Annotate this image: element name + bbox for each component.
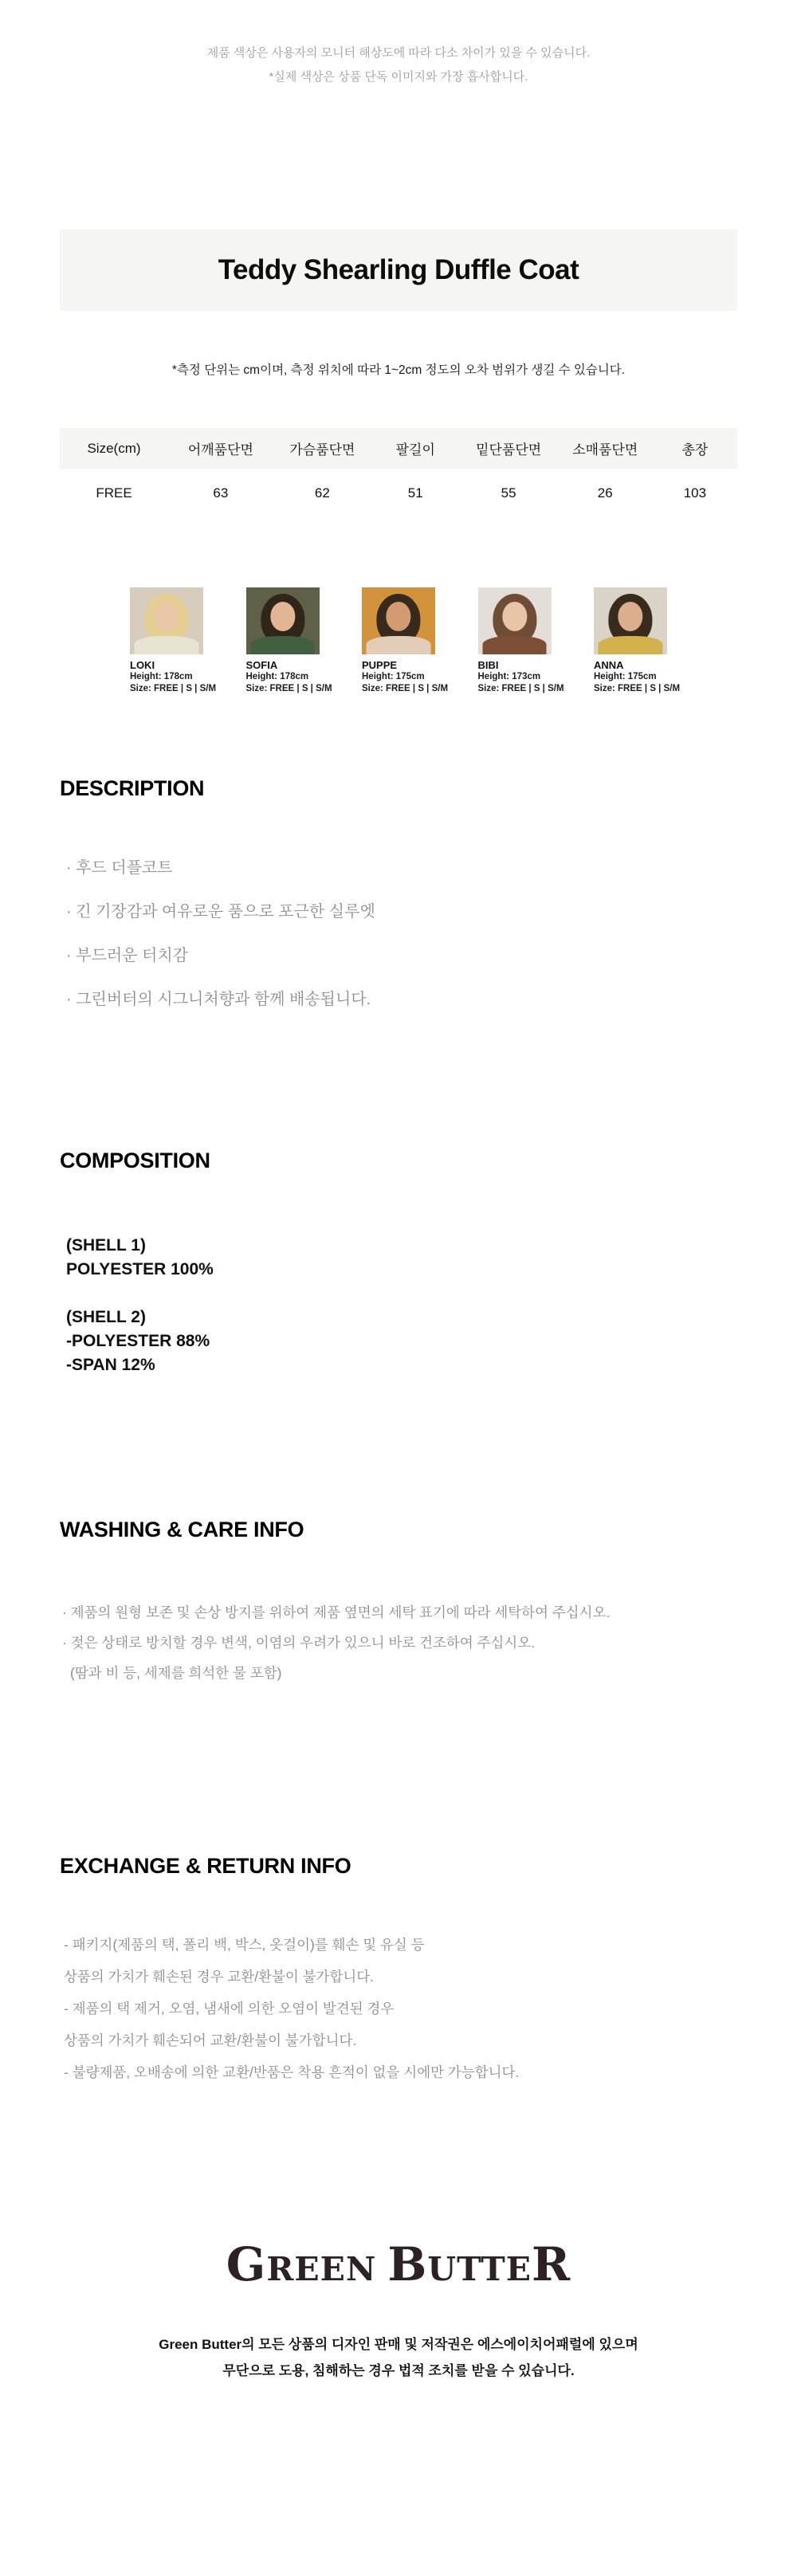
color-disclaimer-line1: 제품 색상은 사용자의 모니터 해상도에 따라 다소 차이가 있을 수 있습니다.: [206, 46, 591, 60]
washing-item: · 제품의 원형 보존 및 손상 방지를 위하여 제품 옆면의 세탁 표기에 따라 세탁하여 주십시오.: [62, 1604, 611, 1620]
size-table-header: 소매품단면: [558, 428, 653, 469]
photo-face-shape: [618, 602, 642, 631]
size-table-header: Size(cm): [60, 428, 168, 469]
photo-torso-shape: [599, 636, 663, 654]
photo-face-shape: [270, 602, 295, 631]
size-table-header: 밑단품단면: [460, 428, 558, 469]
model-height: Height: 175cm: [594, 672, 657, 681]
size-table-header: 가슴품단면: [273, 428, 371, 469]
copyright-line1: Green Butter의 모든 상품의 디자인 판매 및 저작권은 에스에이치어패럴에 있으며: [159, 2337, 638, 2352]
composition-shell2: [66, 1306, 214, 1377]
logo-letters: REEN: [266, 2250, 377, 2288]
size-table-cell: 51: [407, 485, 423, 501]
model-name: SOFIA: [245, 659, 278, 671]
exchange-item: - 패키지(제품의 택, 폴리 백, 박스, 옷걸이)를 훼손 및 유실 등: [64, 1937, 425, 1953]
washing-list: [62, 1597, 610, 1688]
size-table-header: 어깨품단면: [168, 428, 273, 469]
description-item: · 긴 기장감과 여유로운 품으로 포근한 실루엣: [66, 903, 375, 921]
model-height: Height: 175cm: [362, 672, 425, 681]
composition-line: (SHELL 1): [66, 1236, 146, 1255]
description-heading: DESCRIPTION: [60, 776, 205, 800]
description-item: · 후드 더플코트: [66, 859, 173, 877]
size-table-cell: 55: [501, 485, 516, 501]
size-table-cell: 62: [314, 485, 330, 501]
product-title: Teddy Shearling Duffle Coat: [218, 254, 579, 285]
description-item: · 부드러운 터치감: [66, 947, 189, 964]
model-photo: [362, 587, 435, 654]
size-table-header-row: [60, 428, 737, 469]
model-size: Size: FREE | S | S/M: [130, 683, 217, 693]
composition-block: [66, 1234, 214, 1401]
model-name: BIBI: [477, 659, 499, 671]
photo-face-shape: [386, 602, 410, 631]
composition-line: POLYESTER 100%: [66, 1260, 214, 1278]
model-name: ANNA: [594, 659, 624, 671]
model-height: Height: 178cm: [245, 672, 309, 681]
model-photo: [130, 587, 203, 654]
composition-line: -SPAN 12%: [66, 1356, 155, 1374]
model-size: Size: FREE | S | S/M: [594, 683, 681, 693]
photo-torso-shape: [367, 636, 431, 654]
product-title-banner: [60, 230, 737, 311]
brand-logo: [0, 2236, 797, 2297]
model-fit-row: [130, 587, 681, 694]
photo-torso-shape: [135, 636, 199, 654]
logo-letter: B: [387, 2237, 428, 2291]
description-item: · 그린버터의 시그니처향과 함께 배송됩니다.: [66, 991, 371, 1008]
size-table-header: 팔길이: [371, 428, 460, 469]
model-photo: [478, 587, 552, 654]
model-size: Size: FREE | S | S/M: [245, 683, 332, 693]
model-height: Height: 178cm: [130, 672, 193, 681]
washing-heading: WASHING & CARE INFO: [60, 1518, 304, 1541]
size-table-cell: 26: [597, 485, 613, 501]
model-photo: [246, 587, 320, 654]
size-table-row: [60, 469, 737, 518]
composition-line: (SHELL 2): [66, 1308, 146, 1326]
model-photo: [594, 587, 667, 654]
size-table: [60, 428, 737, 518]
color-disclaimer: [0, 41, 797, 89]
composition-line: -POLYESTER 88%: [66, 1332, 210, 1350]
photo-torso-shape: [482, 636, 547, 654]
composition-shell1: [66, 1234, 214, 1282]
description-list: [66, 846, 375, 1022]
photo-face-shape: [154, 602, 179, 631]
copyright-line2: 무단으로 도용, 침해하는 경우 법적 조치를 받을 수 있습니다.: [222, 2363, 575, 2378]
measurement-note: *측정 단위는 cm이며, 측정 위치에 따라 1~2cm 정도의 오차 범위가 생길 수 있습니다.: [171, 363, 626, 377]
model-name: PUPPE: [362, 659, 398, 671]
logo-letter: R: [532, 2237, 571, 2291]
size-table-header: 총장: [653, 428, 737, 469]
washing-item: · 젖은 상태로 방치할 경우 변색, 이염의 우려가 있으니 바로 건조하여 주십시오.: [62, 1635, 536, 1651]
model-size: Size: FREE | S | S/M: [362, 683, 449, 693]
size-table-cell: 103: [683, 485, 707, 501]
washing-item: (땀과 비 등, 세제를 희석한 물 포함): [70, 1665, 282, 1681]
exchange-item: - 제품의 택 제거, 오염, 냄새에 의한 오염이 발견된 경우: [64, 2001, 395, 2016]
size-table-cell: 63: [213, 485, 229, 501]
size-table-cell: FREE: [96, 485, 132, 501]
exchange-item: 상품의 가치가 훼손되어 교환/환불이 불가합니다.: [64, 2032, 357, 2048]
exchange-item: - 불량제품, 오배송에 의한 교환/반품은 착용 흔적이 없을 시에만 가능합니다.: [64, 2064, 520, 2080]
model-card: [477, 587, 564, 694]
logo-letters: UTTE: [427, 2250, 532, 2288]
model-card: [130, 587, 217, 694]
exchange-item: 상품의 가치가 훼손된 경우 교환/환불이 불가합니다.: [64, 1969, 375, 1985]
model-card: [245, 587, 332, 694]
color-disclaimer-line2: *실제 색상은 상품 단독 이미지와 가장 흡사합니다.: [269, 70, 528, 84]
exchange-list: [64, 1929, 519, 2088]
copyright-notice: [0, 2331, 797, 2384]
model-card: [594, 587, 681, 694]
model-card: [362, 587, 449, 694]
logo-letter: G: [226, 2237, 267, 2291]
exchange-heading: EXCHANGE & RETURN INFO: [60, 1854, 351, 1878]
photo-torso-shape: [250, 636, 315, 654]
photo-face-shape: [502, 602, 527, 631]
model-size: Size: FREE | S | S/M: [477, 683, 564, 693]
model-name: LOKI: [130, 659, 155, 671]
model-height: Height: 173cm: [477, 672, 541, 681]
composition-heading: COMPOSITION: [60, 1149, 210, 1172]
